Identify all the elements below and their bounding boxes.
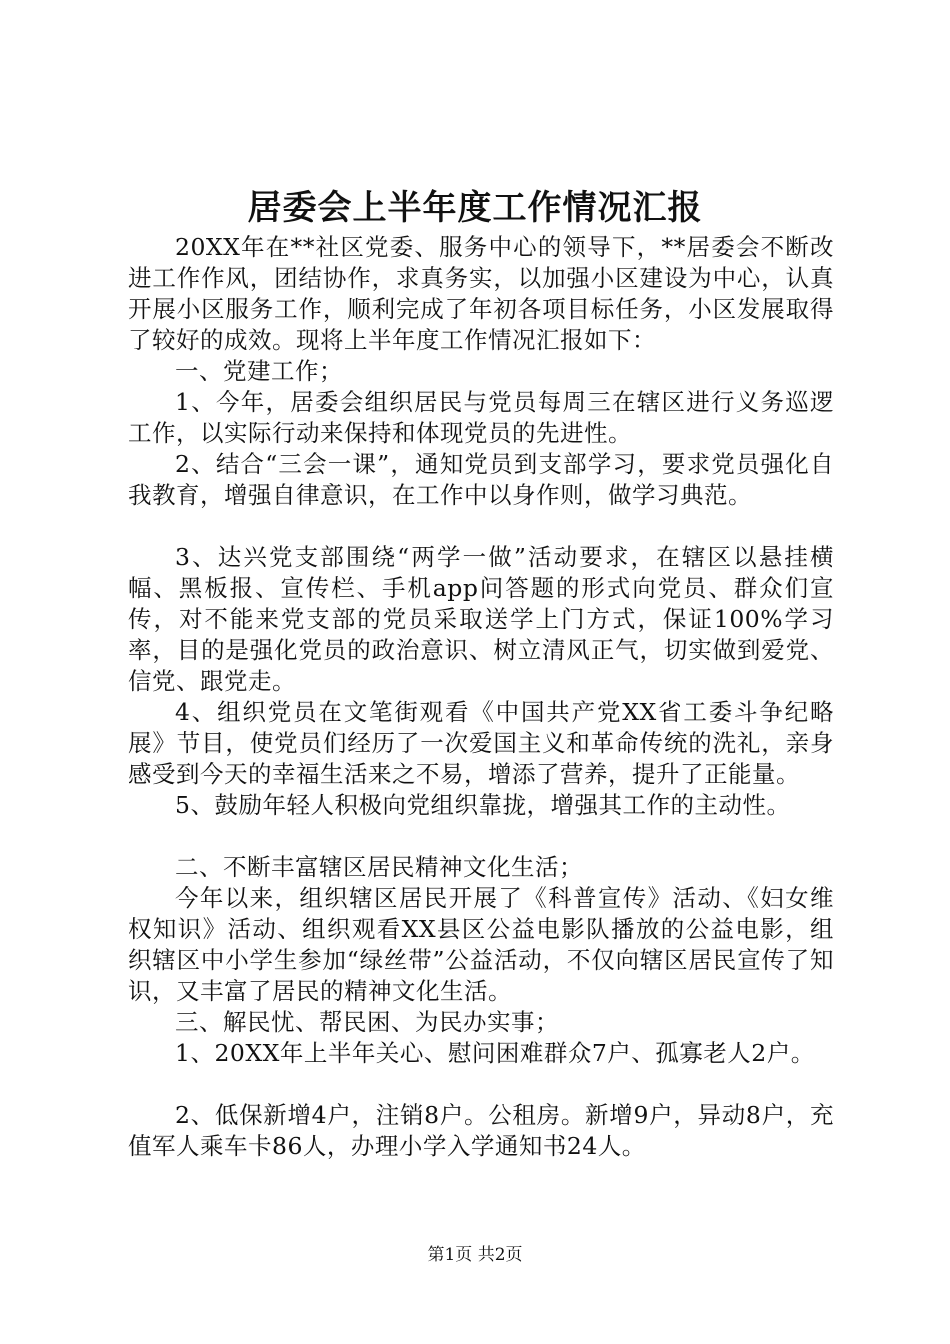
party-item-5: 5、鼓励年轻人积极向党组织靠拢，增强其工作的主动性。 [175,791,791,819]
document-body [128,232,834,1162]
section-heading-culture: 二、不断丰富辖区居民精神文化生活； [175,853,583,881]
paragraph-gap [128,511,834,542]
paragraph-gap [128,821,834,852]
services-item-2: 2、低保新增4户，注销8户。公租房。新增9户，异动8户，充值军人乘车卡86人，办理小学入学通知书24人。 [128,1101,834,1160]
intro-paragraph: 20XX年在**社区党委、服务中心的领导下，**居委会不断改进工作作风，团结协作，求真务实，以加强小区建设为中心，认真开展小区服务工作，顺利完成了年初各项目标任务，小区发展取得了较好的成效。现将上半年度工作情况汇报如下： [128,233,834,354]
party-item-3: 3、达兴党支部围绕“两学一做”活动要求，在辖区以悬挂横幅、黑板报、宣传栏、手机app问答题的形式向党员、群众们宣传，对不能来党支部的党员采取送学上门方式，保证100%学习率，目的是强化党员的政治意识、树立清风正气，切实做到爱党、信党、跟党走。 [128,543,834,695]
section-heading-services: 三、解民忧、帮民困、为民办实事； [175,1008,559,1036]
document-title: 居委会上半年度工作情况汇报 [247,188,703,228]
page-number-footer: 第1页 共2页 [427,1245,523,1265]
party-item-2: 2、结合“三会一课”，通知党员到支部学习，要求党员强化自我教育，增强自律意识，在工作中以身作则，做学习典范。 [128,450,834,509]
services-item-1: 1、20XX年上半年关心、慰问困难群众7户、孤寡老人2户。 [175,1039,815,1067]
party-item-4: 4、组织党员在文笔街观看《中国共产党XX省工委斗争纪略展》节目，使党员们经历了一次爱国主义和革命传统的洗礼，亲身感受到今天的幸福生活来之不易，增添了营养，提升了正能量。 [128,698,834,788]
culture-paragraph: 今年以来，组织辖区居民开展了《科普宣传》活动、《妇女维权知识》活动、组织观看XX县区公益电影队播放的公益电影，组织辖区中小学生参加“绿丝带”公益活动，不仅向辖区居民宣传了知识，又丰富了居民的精神文化生活。 [128,884,834,1005]
party-item-1: 1、今年，居委会组织居民与党员每周三在辖区进行义务巡逻工作，以实际行动来保持和体现党员的先进性。 [128,388,834,447]
paragraph-gap [128,1069,834,1100]
section-heading-party-building: 一、党建工作； [175,357,343,385]
